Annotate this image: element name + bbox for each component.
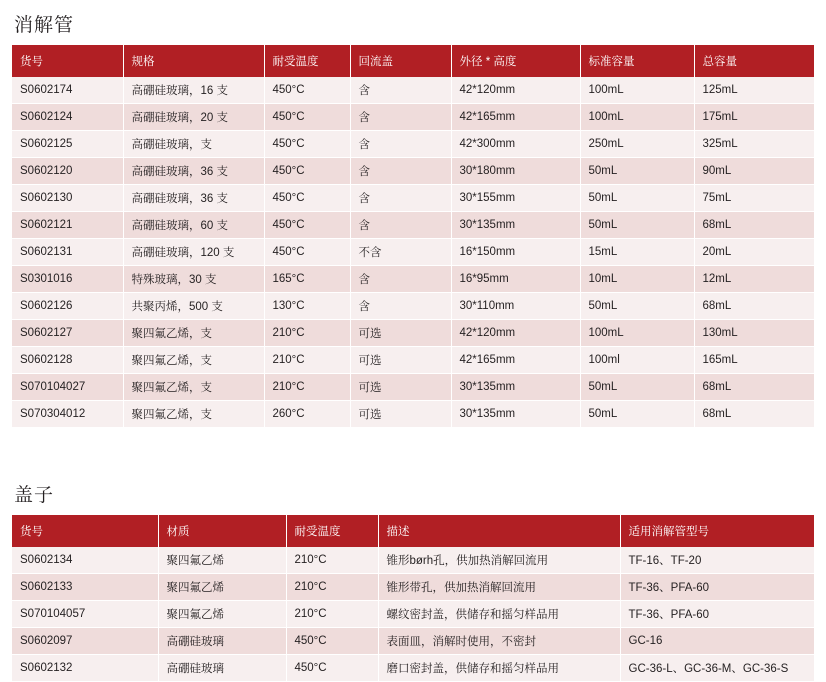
cell-spec: 特殊玻璃，30 支 xyxy=(123,266,264,293)
cell-part-number: S0602125 xyxy=(12,131,123,158)
cell-dimensions: 30*135mm xyxy=(451,212,580,239)
cell-total-volume: 130mL xyxy=(694,320,814,347)
table-row xyxy=(12,320,814,347)
cell-reflux-cap: 可选 xyxy=(350,401,451,428)
cell-temperature: 165°C xyxy=(264,266,350,293)
table-header-row xyxy=(12,515,814,547)
cell-dimensions: 42*165mm xyxy=(451,347,580,374)
cell-part-number: S070104057 xyxy=(12,601,158,628)
cell-reflux-cap: 含 xyxy=(350,131,451,158)
cell-dimensions: 30*180mm xyxy=(451,158,580,185)
cell-standard-volume: 100mL xyxy=(580,104,694,131)
cell-part-number: S0602126 xyxy=(12,293,123,320)
table-row xyxy=(12,212,814,239)
cell-part-number: S0602128 xyxy=(12,347,123,374)
table-row xyxy=(12,158,814,185)
cell-spec: 共聚丙烯，500 支 xyxy=(123,293,264,320)
cell-part-number: S0301016 xyxy=(12,266,123,293)
cell-description: 磨口密封盖，供储存和摇匀样品用 xyxy=(378,655,620,682)
cell-part-number: S0602132 xyxy=(12,655,158,682)
table-row xyxy=(12,266,814,293)
column-header: 描述 xyxy=(378,515,620,547)
cell-compatible-models: TF-36、PFA-60 xyxy=(620,601,814,628)
cell-part-number: S0602121 xyxy=(12,212,123,239)
cell-part-number: S070304012 xyxy=(12,401,123,428)
column-header: 规格 xyxy=(123,45,264,77)
cell-total-volume: 68mL xyxy=(694,374,814,401)
cell-total-volume: 12mL xyxy=(694,266,814,293)
cell-reflux-cap: 含 xyxy=(350,158,451,185)
cell-description: 锥形børh孔，供加热消解回流用 xyxy=(378,547,620,574)
cell-description: 锥形带孔，供加热消解回流用 xyxy=(378,574,620,601)
table-row xyxy=(12,293,814,320)
cell-part-number: S0602130 xyxy=(12,185,123,212)
cell-reflux-cap: 含 xyxy=(350,104,451,131)
section-title-2: 盖子 xyxy=(14,485,55,506)
cell-temperature: 450°C xyxy=(264,158,350,185)
cell-standard-volume: 100mL xyxy=(580,320,694,347)
cell-temperature: 450°C xyxy=(264,104,350,131)
digestion-tube-table xyxy=(12,45,814,428)
table-row xyxy=(12,239,814,266)
cell-spec: 高硼硅玻璃，120 支 xyxy=(123,239,264,266)
cell-part-number: S0602127 xyxy=(12,320,123,347)
cell-standard-volume: 50mL xyxy=(580,293,694,320)
cell-spec: 高硼硅玻璃，36 支 xyxy=(123,185,264,212)
cell-temperature: 450°C xyxy=(264,212,350,239)
cell-part-number: S0602124 xyxy=(12,104,123,131)
document-page xyxy=(0,10,826,675)
cell-dimensions: 42*120mm xyxy=(451,77,580,104)
table-row xyxy=(12,655,814,682)
column-header: 货号 xyxy=(12,515,158,547)
table-row xyxy=(12,601,814,628)
cell-reflux-cap: 含 xyxy=(350,266,451,293)
cell-total-volume: 125mL xyxy=(694,77,814,104)
cell-compatible-models: GC-36-L、GC-36-M、GC-36-S xyxy=(620,655,814,682)
cell-compatible-models: TF-16、TF-20 xyxy=(620,547,814,574)
table-row xyxy=(12,628,814,655)
cell-total-volume: 20mL xyxy=(694,239,814,266)
cell-standard-volume: 250mL xyxy=(580,131,694,158)
cell-part-number: S070104027 xyxy=(12,374,123,401)
column-header: 耐受温度 xyxy=(286,515,378,547)
cell-total-volume: 68mL xyxy=(694,401,814,428)
cell-part-number: S0602133 xyxy=(12,574,158,601)
table-body xyxy=(12,547,814,682)
cell-standard-volume: 50mL xyxy=(580,401,694,428)
cell-spec: 高硼硅玻璃，16 支 xyxy=(123,77,264,104)
cell-dimensions: 42*165mm xyxy=(451,104,580,131)
cell-temperature: 450°C xyxy=(286,628,378,655)
cell-spec: 高硼硅玻璃，支 xyxy=(123,131,264,158)
cell-compatible-models: TF-36、PFA-60 xyxy=(620,574,814,601)
cell-dimensions: 30*155mm xyxy=(451,185,580,212)
table-row xyxy=(12,104,814,131)
cell-material: 聚四氟乙烯 xyxy=(158,574,286,601)
cell-reflux-cap: 可选 xyxy=(350,374,451,401)
cell-part-number: S0602134 xyxy=(12,547,158,574)
table-row xyxy=(12,574,814,601)
cell-dimensions: 42*120mm xyxy=(451,320,580,347)
cell-temperature: 210°C xyxy=(286,547,378,574)
cell-total-volume: 175mL xyxy=(694,104,814,131)
column-header: 适用消解管型号 xyxy=(620,515,814,547)
cell-dimensions: 30*135mm xyxy=(451,401,580,428)
cell-total-volume: 68mL xyxy=(694,212,814,239)
cell-material: 聚四氟乙烯 xyxy=(158,601,286,628)
column-header: 耐受温度 xyxy=(264,45,350,77)
column-header: 回流盖 xyxy=(350,45,451,77)
cell-part-number: S0602174 xyxy=(12,77,123,104)
cell-part-number: S0602120 xyxy=(12,158,123,185)
cell-total-volume: 165mL xyxy=(694,347,814,374)
cell-total-volume: 90mL xyxy=(694,158,814,185)
cell-description: 螺纹密封盖，供储存和摇匀样品用 xyxy=(378,601,620,628)
cell-spec: 聚四氟乙烯，支 xyxy=(123,374,264,401)
cell-spec: 高硼硅玻璃，20 支 xyxy=(123,104,264,131)
cell-standard-volume: 50mL xyxy=(580,212,694,239)
cap-table xyxy=(12,515,814,682)
section-spacer xyxy=(12,428,814,462)
table-row xyxy=(12,185,814,212)
table-row xyxy=(12,77,814,104)
cell-temperature: 450°C xyxy=(286,655,378,682)
cell-reflux-cap: 含 xyxy=(350,77,451,104)
cell-spec: 高硼硅玻璃，36 支 xyxy=(123,158,264,185)
cell-material: 高硼硅玻璃 xyxy=(158,628,286,655)
cell-temperature: 210°C xyxy=(286,601,378,628)
cell-reflux-cap: 含 xyxy=(350,293,451,320)
cell-temperature: 210°C xyxy=(286,574,378,601)
cell-description: 表面皿，消解时使用，不密封 xyxy=(378,628,620,655)
cell-reflux-cap: 可选 xyxy=(350,347,451,374)
cell-temperature: 210°C xyxy=(264,320,350,347)
cell-dimensions: 16*95mm xyxy=(451,266,580,293)
table-row xyxy=(12,347,814,374)
cell-dimensions: 42*300mm xyxy=(451,131,580,158)
cell-temperature: 450°C xyxy=(264,239,350,266)
column-header: 外径 * 高度 xyxy=(451,45,580,77)
table-row xyxy=(12,131,814,158)
cell-spec: 聚四氟乙烯，支 xyxy=(123,347,264,374)
cell-spec: 高硼硅玻璃，60 支 xyxy=(123,212,264,239)
cell-reflux-cap: 含 xyxy=(350,185,451,212)
cell-dimensions: 30*135mm xyxy=(451,374,580,401)
cell-dimensions: 16*150mm xyxy=(451,239,580,266)
cell-standard-volume: 50mL xyxy=(580,374,694,401)
cell-standard-volume: 15mL xyxy=(580,239,694,266)
cell-spec: 聚四氟乙烯，支 xyxy=(123,401,264,428)
cell-temperature: 450°C xyxy=(264,131,350,158)
table-header xyxy=(12,45,814,77)
cell-total-volume: 325mL xyxy=(694,131,814,158)
table-row xyxy=(12,374,814,401)
cell-reflux-cap: 不含 xyxy=(350,239,451,266)
cell-reflux-cap: 含 xyxy=(350,212,451,239)
cell-part-number: S0602131 xyxy=(12,239,123,266)
cell-spec: 聚四氟乙烯，支 xyxy=(123,320,264,347)
cell-material: 聚四氟乙烯 xyxy=(158,547,286,574)
cell-total-volume: 75mL xyxy=(694,185,814,212)
cell-temperature: 260°C xyxy=(264,401,350,428)
column-header: 总容量 xyxy=(694,45,814,77)
cell-part-number: S0602097 xyxy=(12,628,158,655)
table-header-row xyxy=(12,45,814,77)
cell-temperature: 130°C xyxy=(264,293,350,320)
section-title-1: 消解管 xyxy=(14,15,75,36)
cell-compatible-models: GC-16 xyxy=(620,628,814,655)
cell-standard-volume: 100mL xyxy=(580,77,694,104)
column-header: 标准容量 xyxy=(580,45,694,77)
cell-material: 高硼硅玻璃 xyxy=(158,655,286,682)
cell-temperature: 210°C xyxy=(264,347,350,374)
table-row xyxy=(12,401,814,428)
cell-temperature: 450°C xyxy=(264,185,350,212)
cell-standard-volume: 50mL xyxy=(580,185,694,212)
table-row xyxy=(12,547,814,574)
table-body xyxy=(12,77,814,428)
column-header: 材质 xyxy=(158,515,286,547)
cell-temperature: 450°C xyxy=(264,77,350,104)
cell-reflux-cap: 可选 xyxy=(350,320,451,347)
cell-standard-volume: 100ml xyxy=(580,347,694,374)
cell-total-volume: 68mL xyxy=(694,293,814,320)
cell-temperature: 210°C xyxy=(264,374,350,401)
column-header: 货号 xyxy=(12,45,123,77)
cell-standard-volume: 10mL xyxy=(580,266,694,293)
cell-standard-volume: 50mL xyxy=(580,158,694,185)
table-header xyxy=(12,515,814,547)
cell-dimensions: 30*110mm xyxy=(451,293,580,320)
